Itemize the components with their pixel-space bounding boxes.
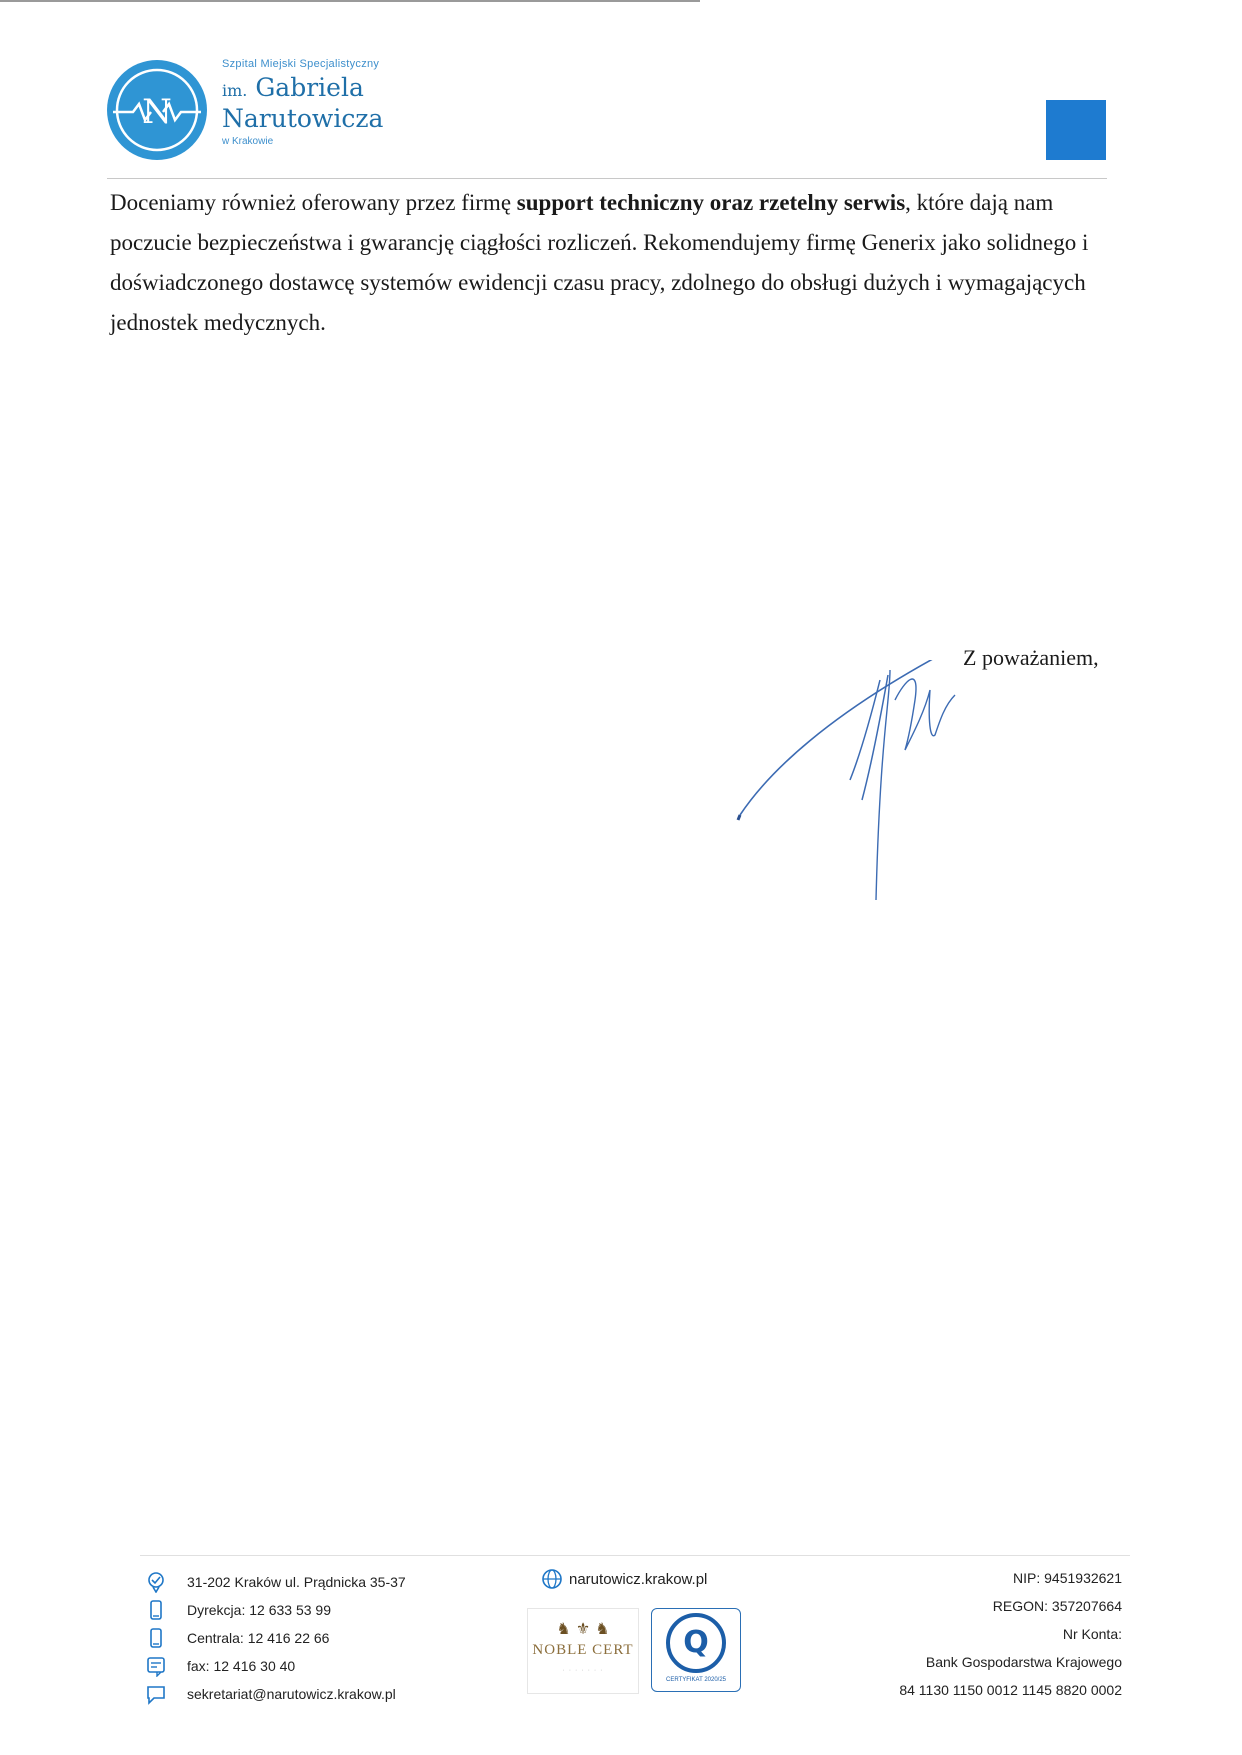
quality-cert-badge xyxy=(651,1608,741,1692)
dyrekcja-row xyxy=(145,1596,406,1624)
brand-im: im. xyxy=(222,81,248,100)
handwritten-signature xyxy=(730,660,1030,1010)
bank-name: Bank Gospodarstwa Krajowego xyxy=(925,1654,1122,1670)
address-row xyxy=(145,1568,406,1596)
website-link[interactable]: narutowicz.krakow.pl xyxy=(569,1570,708,1588)
paragraph-rest: , które dają nam poczucie bezpieczeństwa i gwarancję ciągłości rozliczeń. Rekomendujemy firmę Generix jako solidnego i doświadczonego dostawcę systemów ewidencji czasu pracy, zdolnego do obsługi dużych i wymagających jednostek medycznych. xyxy=(110,190,1089,335)
fax-number: fax: 12 416 30 40 xyxy=(187,1658,296,1674)
account-label: Nr Konta: xyxy=(1062,1626,1122,1642)
corner-block xyxy=(1046,100,1106,160)
quality-cert-caption: CERTYFIKAT 2020/25 xyxy=(665,1677,727,1683)
regon: REGON: 357207664 xyxy=(992,1598,1122,1614)
noble-cert-emblem-icon: ♞ ⚜ ♞ xyxy=(556,1619,610,1638)
brand-subtitle: Szpital Miejski Specjalistyczny xyxy=(222,58,380,70)
email-link[interactable]: sekretariat@narutowicz.krakow.pl xyxy=(187,1686,396,1702)
footer xyxy=(0,1560,1242,1740)
hospital-name xyxy=(222,58,383,147)
brand-name-last: Narutowicza xyxy=(222,104,384,133)
nip: NIP: 9451932621 xyxy=(1013,1570,1122,1586)
brand-city: w Krakowie xyxy=(222,136,274,147)
letterhead xyxy=(0,0,1242,190)
paragraph xyxy=(110,183,1100,343)
logo-letter: N xyxy=(142,92,172,132)
centrala-row xyxy=(145,1624,406,1652)
footer-divider xyxy=(140,1555,1130,1556)
dyrekcja-phone: Dyrekcja: 12 633 53 99 xyxy=(187,1602,331,1618)
header-divider xyxy=(107,178,1107,179)
paragraph-emphasis: support techniczny oraz rzetelny serwis xyxy=(516,190,906,215)
quality-q-icon: Q xyxy=(666,1613,726,1673)
globe-icon xyxy=(541,1568,563,1590)
closing-phrase: Z poważaniem, xyxy=(963,645,1099,670)
noble-cert-faint-text: · · · · · · · xyxy=(562,1667,604,1674)
paragraph-start: Doceniamy również oferowany przez firmę xyxy=(110,190,517,215)
phone-icon xyxy=(145,1599,167,1621)
fax-icon xyxy=(145,1655,167,1677)
account-number: 84 1130 1150 0012 1145 8820 0002 xyxy=(899,1682,1122,1698)
email-row xyxy=(145,1680,406,1708)
contact-list xyxy=(145,1568,406,1708)
phone-icon xyxy=(145,1627,167,1649)
noble-cert-label: NOBLE CERT xyxy=(532,1642,634,1658)
message-icon xyxy=(145,1683,167,1705)
website xyxy=(541,1568,707,1590)
brand-name-first: Gabriela xyxy=(255,73,364,102)
hospital-logo-icon xyxy=(107,60,207,160)
noble-cert-badge xyxy=(527,1608,639,1694)
centrala-phone: Centrala: 12 416 22 66 xyxy=(187,1630,330,1646)
fax-row xyxy=(145,1652,406,1680)
address-text: 31-202 Kraków ul. Prądnicka 35-37 xyxy=(187,1574,406,1590)
location-icon xyxy=(145,1571,167,1593)
company-details xyxy=(899,1568,1122,1708)
letter-body xyxy=(110,183,1100,343)
